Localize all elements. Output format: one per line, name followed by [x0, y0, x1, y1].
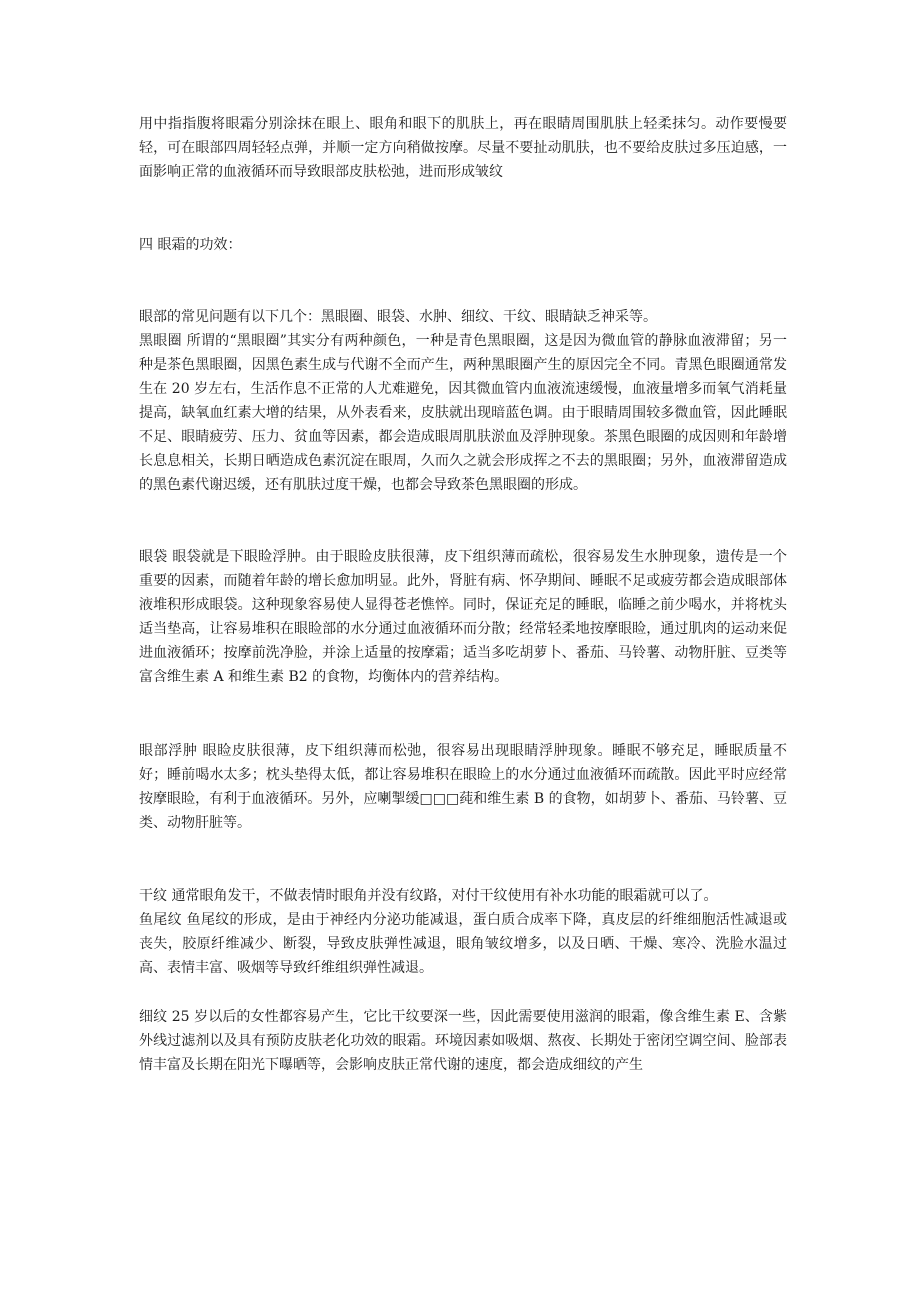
- intro-paragraph: 用中指指腹将眼霜分别涂抹在眼上、眼角和眼下的肌肤上，再在眼睛周围肌肤上轻柔抹匀。动作要慢要轻，可在眼部四周轻轻点弹，并顺一定方向稍做按摩。尽量不要扯动肌肤，也不要给皮肤过多压迫感，一面影响正常的血液循环而导致眼部皮肤松弛，进而形成皱纹: [139, 116, 787, 180]
- common-problems-paragraph: 眼部的常见问题有以下几个：黑眼圈、眼袋、水肿、细纹、干纹、眼睛缺乏神采等。: [139, 309, 657, 325]
- dark-circles-paragraph: 黑眼圈 所谓的“黑眼圈”其实分有两种颜色，一种是青色黑眼圈，这是因为微血管的静脉血液滞留；另一种是茶色黑眼圈，因黑色素生成与代谢不全而产生，两种黑眼圈产生的原因完全不同。青黑色眼圈通常发生在 20 岁左右，生活作息不正常的人尤难避免，因其微血管内血液流速缓慢，血液量增多而氧气消耗量提高，缺氧血红素大增的结果，从外表看来，皮肤就出现暗蓝色调。由于眼睛周围较多微血管，因此睡眠不足、眼睛疲劳、压力、贫血等因素，都会造成眼周肌肤淤血及浮肿现象。茶黑色眼圈的成因则和年龄增长息息相关，长期日晒造成色素沉淀在眼周，久而久之就会形成挥之不去的黑眼圈；另外，血液滞留造成的黑色素代谢迟缓，还有肌肤过度干燥，也都会导致茶色黑眼圈的形成。: [139, 333, 787, 493]
- section-heading: 四 眼霜的功效：: [139, 237, 242, 253]
- eye-puffiness-paragraph: 眼部浮肿 眼睑皮肤很薄，皮下组织薄而松弛，很容易出现眼睛浮肿现象。睡眠不够充足，睡眠质量不好；睡前喝水太多；枕头垫得太低，都让容易堆积在眼睑上的水分通过血液循环而疏散。因此平时应经常按摩眼睑，有利于血液循环。另外，应喇掣缓□□□莼和维生素 B 的食物，如胡萝卜、番茄、马铃薯、豆类、动物肝脏等。: [139, 743, 787, 831]
- crows-feet-paragraph: 鱼尾纹 鱼尾纹的形成，是由于神经内分泌功能减退，蛋白质合成率下降，真皮层的纤维细胞活性减退或丧失，胶原纤维减少、断裂，导致皮肤弹性减退，眼角皱纹增多，以及日晒、干燥、寒冷、洗脸水温过高、表情丰富、吸烟等导致纤维组织弹性减退。: [139, 912, 787, 976]
- eye-bags-paragraph: 眼袋 眼袋就是下眼睑浮肿。由于眼睑皮肤很薄，皮下组织薄而疏松，很容易发生水肿现象，遗传是一个重要的因素，而随着年龄的增长愈加明显。此外，肾脏有病、怀孕期间、睡眠不足或疲劳都会造成眼部体液堆积形成眼袋。这种现象容易使人显得苍老憔悴。同时，保证充足的睡眠，临睡之前少喝水，并将枕头适当垫高，让容易堆积在眼睑部的水分通过血液循环而分散；经常轻柔地按摩眼睑，通过肌肉的运动来促进血液循环；按摩前洗净脸，并涂上适量的按摩霜；适当多吃胡萝卜、番茄、马铃薯、动物肝脏、豆类等富含维生素 A 和维生素 B2 的食物，均衡体内的营养结构。: [139, 549, 787, 685]
- dry-lines-paragraph: 干纹 通常眼角发干，不做表情时眼角并没有纹路，对付干纹使用有补水功能的眼霜就可以了。: [139, 888, 718, 904]
- fine-lines-paragraph: 细纹 25 岁以后的女性都容易产生，它比干纹要深一些，因此需要使用滋润的眼霜，像含维生素 E、含紫外线过滤剂以及具有预防皮肤老化功效的眼霜。环境因素如吸烟、熬夜、长期处于密闭空调空间、脸部表情丰富及长期在阳光下曝晒等，会影响皮肤正常代谢的速度，都会造成细纹的产生: [139, 1009, 787, 1073]
